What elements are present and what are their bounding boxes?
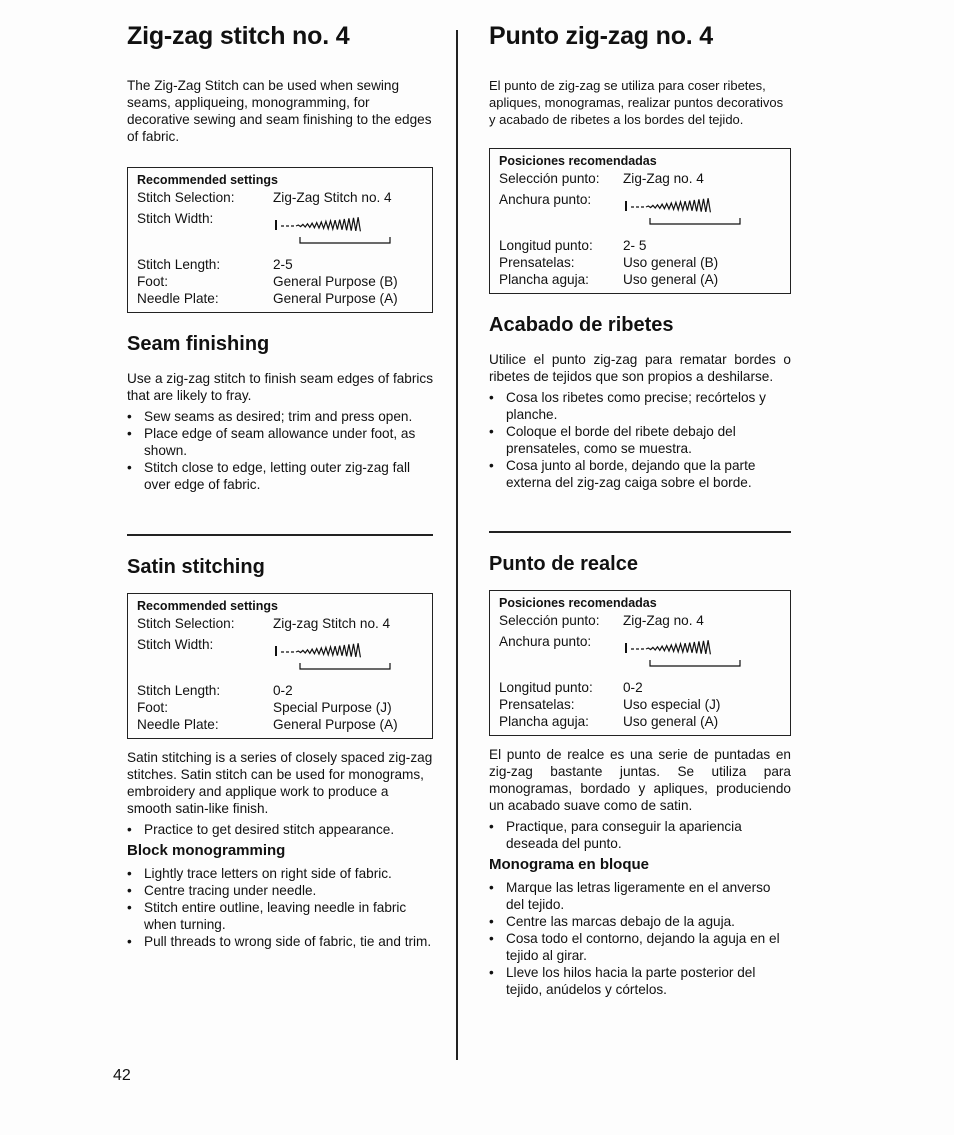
section-heading: Satin stitching [127, 556, 265, 578]
setting-row-width [499, 187, 782, 237]
setting-row-width [137, 632, 424, 682]
list-item: • Lleve los hilos hacia la parte posterior del tejido, anúdelos y córtelos. [489, 964, 791, 998]
setting-value: Zig-Zag no. 4 [623, 613, 704, 628]
settings-heading: Recommended settings [137, 599, 279, 613]
width-bracket [650, 660, 740, 666]
page-title: Zig-zag stitch no. 4 [127, 22, 350, 50]
page-number: 42 [113, 1067, 131, 1084]
recommended-settings-box [489, 148, 791, 294]
setting-row [137, 256, 424, 273]
stitch-width-diagram [273, 210, 393, 250]
settings-heading: Posiciones recomendadas [499, 154, 657, 168]
setting-label: Prensatelas: [499, 255, 575, 270]
stitch-width-icon [623, 633, 782, 673]
setting-row [137, 615, 424, 632]
stitch-width-icon [273, 210, 424, 250]
setting-value: 0-2 [623, 680, 643, 695]
setting-label: Longitud punto: [499, 680, 593, 695]
setting-value: Uso general (B) [623, 255, 719, 270]
list-item: • Pull threads to wrong side of fabric, tie and trim. [127, 933, 433, 950]
zigzag-line [296, 643, 360, 657]
setting-row [137, 699, 424, 716]
setting-row [499, 696, 782, 713]
bullet-list [489, 818, 791, 852]
setting-label: Stitch Length: [137, 683, 221, 698]
setting-value: Special Purpose (J) [273, 700, 392, 715]
stitch-width-icon [273, 636, 424, 676]
setting-row [137, 716, 424, 733]
setting-value: General Purpose (A) [273, 717, 398, 732]
setting-row [499, 271, 782, 288]
list-item: • Cosa junto al borde, dejando que la parte externa del zig-zag caiga sobre el borde. [489, 457, 791, 491]
recommended-settings-box [127, 593, 433, 739]
list-item: • Lightly trace letters on right side of fabric. [127, 865, 433, 882]
setting-row-width [137, 206, 424, 256]
page-title: Punto zig-zag no. 4 [489, 22, 713, 50]
setting-value: Uso especial (J) [623, 697, 721, 712]
setting-row [499, 237, 782, 254]
stitch-width-diagram [273, 636, 393, 676]
setting-row [137, 189, 424, 206]
intro-paragraph: El punto de zig-zag se utiliza para coser ribetes, apliques, monogramas, realizar puntos decorativos y acabado de ribetes a los bordes del tejido. [489, 78, 784, 127]
bullet-list [489, 389, 791, 491]
subsection-heading: Block monogramming [127, 842, 286, 859]
width-bracket [300, 237, 390, 243]
setting-value: Zig-Zag Stitch no. 4 [273, 190, 392, 205]
setting-label: Needle Plate: [137, 717, 219, 732]
list-item: • Coloque el borde del ribete debajo del prensateles, como se muestra. [489, 423, 791, 457]
setting-label: Selección punto: [499, 613, 600, 628]
list-item: • Centre las marcas debajo de la aguja. [489, 913, 791, 930]
setting-label: Needle Plate: [137, 291, 219, 306]
setting-value: Uso general (A) [623, 714, 719, 729]
zigzag-line [646, 198, 710, 212]
section-rule [127, 534, 433, 536]
settings-heading: Posiciones recomendadas [499, 596, 657, 610]
section-heading: Acabado de ribetes [489, 314, 674, 336]
list-item: • Stitch close to edge, letting outer zig-zag fall over edge of fabric. [127, 459, 433, 493]
setting-row [499, 679, 782, 696]
section-heading: Seam finishing [127, 333, 270, 355]
bullet-list [127, 408, 433, 493]
setting-label: Anchura punto: [499, 634, 592, 649]
stitch-width-diagram [623, 191, 743, 231]
setting-label: Foot: [137, 700, 168, 715]
setting-value: 0-2 [273, 683, 293, 698]
setting-label: Stitch Length: [137, 257, 221, 272]
section-text: Satin stitching is a series of closely spaced zig-zag stitches. Satin stitch can be used for monograms, embroidery and applique work to produce a smooth satin-like finish. [127, 750, 433, 816]
setting-value: 2- 5 [623, 238, 647, 253]
setting-row [137, 682, 424, 699]
column-divider [456, 30, 458, 1060]
setting-label: Anchura punto: [499, 192, 592, 207]
section-rule [489, 531, 791, 533]
setting-row [499, 254, 782, 271]
setting-row [499, 713, 782, 730]
setting-label: Stitch Width: [137, 637, 214, 652]
setting-label: Selección punto: [499, 171, 600, 186]
setting-label: Plancha aguja: [499, 272, 589, 287]
list-item: • Centre tracing under needle. [127, 882, 433, 899]
setting-label: Stitch Selection: [137, 616, 235, 631]
setting-value: General Purpose (B) [273, 274, 398, 289]
bullet-list [127, 865, 433, 950]
subsection-heading: Monograma en bloque [489, 856, 650, 873]
setting-label: Longitud punto: [499, 238, 593, 253]
setting-value: Zig-Zag no. 4 [623, 171, 704, 186]
zigzag-line [296, 217, 360, 231]
settings-heading: Recommended settings [137, 173, 279, 187]
list-item: • Practice to get desired stitch appearance. [127, 821, 433, 838]
bullet-list [489, 879, 791, 998]
setting-value: Uso general (A) [623, 272, 719, 287]
setting-value: 2-5 [273, 257, 293, 272]
setting-row [499, 612, 782, 629]
section-text: Utilice el punto zig-zag para rematar bordes o ribetes de tejidos que son propios a deshilarse. [489, 352, 791, 384]
recommended-settings-box [127, 167, 433, 313]
stitch-width-icon [623, 191, 782, 231]
setting-row [499, 170, 782, 187]
bullet-list [127, 821, 433, 838]
setting-row [137, 290, 424, 307]
english-column [127, 22, 433, 950]
setting-value: Zig-zag Stitch no. 4 [273, 616, 391, 631]
zigzag-line [646, 640, 710, 654]
list-item: • Practique, para conseguir la apariencia deseada del punto. [489, 818, 791, 852]
stitch-width-diagram [623, 633, 743, 673]
list-item: • Stitch entire outline, leaving needle in fabric when turning. [127, 899, 433, 933]
recommended-settings-box [489, 590, 791, 736]
section-text: El punto de realce es una serie de puntadas en zig-zag bastante juntas. Se utiliza para monogramas, bordado y apliques, produciendo un acabado suave como de satin. [489, 747, 791, 813]
list-item: • Place edge of seam allowance under foot, as shown. [127, 425, 433, 459]
list-item: • Cosa los ribetes como precise; recórtelos y planche. [489, 389, 791, 423]
section-text: Use a zig-zag stitch to finish seam edges of fabrics that are likely to fray. [127, 371, 433, 403]
section-heading: Punto de realce [489, 553, 638, 575]
setting-label: Prensatelas: [499, 697, 575, 712]
spanish-column [489, 22, 791, 998]
list-item: • Marque las letras ligeramente en el anverso del tejido. [489, 879, 791, 913]
list-item: • Sew seams as desired; trim and press open. [127, 408, 433, 425]
setting-label: Stitch Width: [137, 211, 214, 226]
setting-label: Stitch Selection: [137, 190, 235, 205]
intro-paragraph: The Zig-Zag Stitch can be used when sewing seams, appliqueing, monogramming, for decorative sewing and seam finishing to the edges of fabric. [127, 78, 432, 144]
setting-row-width [499, 629, 782, 679]
setting-label: Foot: [137, 274, 168, 289]
setting-row [137, 273, 424, 290]
list-item: • Cosa todo el contorno, dejando la aguja en el tejido al girar. [489, 930, 791, 964]
width-bracket [300, 663, 390, 669]
setting-value: General Purpose (A) [273, 291, 398, 306]
setting-label: Plancha aguja: [499, 714, 589, 729]
width-bracket [650, 218, 740, 224]
